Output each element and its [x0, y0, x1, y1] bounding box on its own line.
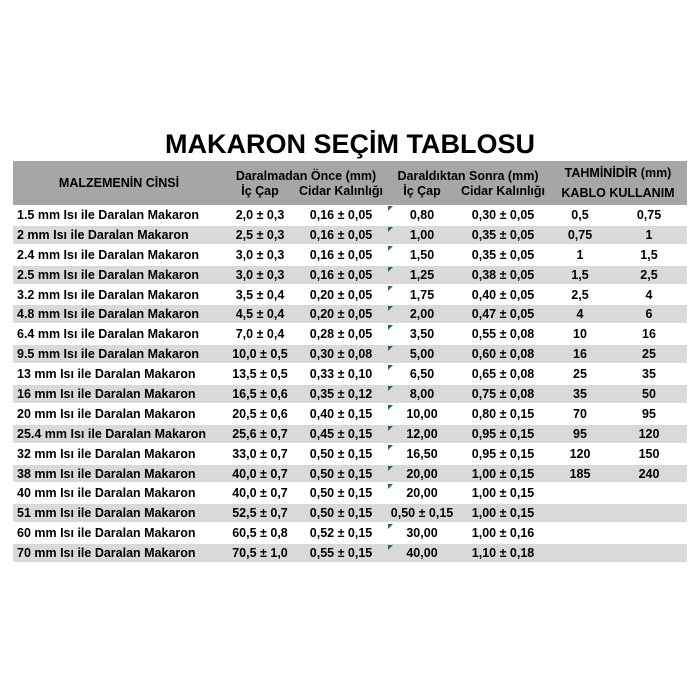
- cell-kullanim: [611, 404, 687, 424]
- wall-thickness-after-value: 0,75 ± 0,08: [471, 386, 535, 401]
- kablo-value: 0,75: [567, 227, 593, 242]
- kablo-value: 1: [576, 247, 584, 262]
- material-label: 51 mm Isı ile Daralan Makaron: [17, 506, 196, 521]
- cell-kullanim: [611, 444, 687, 464]
- inner-diameter-after-value: 2,00: [409, 307, 435, 322]
- cell-inner-diameter-before: [225, 364, 295, 384]
- cell-wall-thickness-before: [295, 425, 387, 443]
- cell-wall-thickness-after: [457, 404, 549, 424]
- material-label: 1.5 mm Isı ile Daralan Makaron: [17, 207, 200, 222]
- cell-kullanim: [611, 425, 687, 443]
- cell-inner-diameter-before: [225, 285, 295, 305]
- cell-wall-thickness-before: [295, 404, 387, 424]
- makaron-selection-table: [13, 161, 687, 563]
- cell-material: [13, 385, 225, 403]
- cell-wall-thickness-before: [295, 285, 387, 305]
- subheader-inner-diameter-before: İç Çap: [241, 184, 279, 198]
- error-indicator-icon: [388, 545, 393, 550]
- column-header-material: MALZEMENİN CİNSİ: [58, 176, 180, 190]
- cell-kullanim: [611, 345, 687, 363]
- wall-thickness-before-value: 0,30 ± 0,08: [309, 347, 373, 362]
- inner-diameter-after-value: 5,00: [409, 347, 435, 362]
- subheader-wall-thickness-before: Cidar Kalınlığı: [298, 184, 384, 198]
- cell-inner-diameter-before: [225, 465, 295, 483]
- cell-wall-thickness-before: [295, 345, 387, 363]
- cell-wall-thickness-after: [457, 444, 549, 464]
- table-row: [13, 285, 687, 305]
- table-row: [13, 265, 687, 285]
- inner-diameter-before-value: 4,5 ± 0,4: [235, 307, 285, 322]
- wall-thickness-before-value: 0,50 ± 0,15: [309, 466, 373, 481]
- error-indicator-icon: [388, 365, 393, 370]
- kablo-value: 120: [569, 446, 591, 461]
- error-indicator-icon: [388, 325, 393, 330]
- subheader-inner-diameter-after: İç Çap: [403, 184, 441, 198]
- cell-inner-diameter-after: [387, 266, 457, 284]
- inner-diameter-before-value: 40,0 ± 0,7: [232, 466, 288, 481]
- inner-diameter-after-value: 8,00: [409, 386, 435, 401]
- cell-inner-diameter-after: [387, 305, 457, 323]
- cell-inner-diameter-after: [387, 345, 457, 363]
- cell-inner-diameter-before: [225, 523, 295, 543]
- material-label: 4.8 mm Isı ile Daralan Makaron: [17, 307, 200, 322]
- kullanim-value: 0,75: [636, 207, 662, 222]
- inner-diameter-after-value: 10,00: [406, 406, 438, 421]
- cell-kullanim: [611, 226, 687, 244]
- cell-kullanim: [611, 245, 687, 265]
- cell-kullanim: [611, 465, 687, 483]
- wall-thickness-before-value: 0,50 ± 0,15: [309, 446, 373, 461]
- inner-diameter-before-value: 25,6 ± 0,7: [232, 426, 288, 441]
- cell-kablo: [549, 324, 611, 344]
- error-indicator-icon: [388, 346, 393, 351]
- cell-inner-diameter-before: [225, 544, 295, 562]
- wall-thickness-after-value: 0,35 ± 0,05: [471, 227, 535, 242]
- inner-diameter-after-value: 20,00: [406, 486, 438, 501]
- error-indicator-icon: [388, 267, 393, 272]
- inner-diameter-before-value: 60,5 ± 0,8: [232, 526, 288, 541]
- cell-material: [13, 324, 225, 344]
- cell-inner-diameter-before: [225, 425, 295, 443]
- cell-wall-thickness-after: [457, 285, 549, 305]
- wall-thickness-before-value: 0,16 ± 0,05: [309, 247, 373, 262]
- wall-thickness-after-value: 0,95 ± 0,15: [471, 426, 535, 441]
- material-label: 2.5 mm Isı ile Daralan Makaron: [17, 267, 200, 282]
- table-row: [13, 304, 687, 324]
- wall-thickness-before-value: 0,20 ± 0,05: [309, 287, 373, 302]
- kablo-value: 1,5: [571, 267, 589, 282]
- cell-kablo: [549, 205, 611, 225]
- estimate-header-line1: TAHMİNİDİR (mm): [564, 166, 672, 180]
- cell-kullanim: [611, 266, 687, 284]
- inner-diameter-before-value: 40,0 ± 0,7: [232, 486, 288, 501]
- cell-wall-thickness-after: [457, 523, 549, 543]
- inner-diameter-after-value: 20,00: [406, 466, 438, 481]
- wall-thickness-after-value: 0,47 ± 0,05: [471, 307, 535, 322]
- kablo-value: 2,5: [571, 287, 589, 302]
- kullanim-value: 2,5: [640, 267, 658, 282]
- cell-inner-diameter-before: [225, 305, 295, 323]
- cell-material: [13, 285, 225, 305]
- inner-diameter-after-value: 1,75: [409, 287, 435, 302]
- table-row: [13, 245, 687, 265]
- inner-diameter-before-value: 3,5 ± 0,4: [235, 287, 285, 302]
- kablo-value: 16: [573, 347, 587, 362]
- cell-kullanim: [611, 385, 687, 403]
- wall-thickness-before-value: 0,20 ± 0,05: [309, 307, 373, 322]
- cell-kullanim: [611, 504, 687, 522]
- wall-thickness-after-value: 1,10 ± 0,18: [471, 546, 535, 561]
- error-indicator-icon: [388, 466, 393, 471]
- error-indicator-icon: [388, 524, 393, 529]
- error-indicator-icon: [388, 306, 393, 311]
- cell-wall-thickness-before: [295, 266, 387, 284]
- material-label: 25.4 mm Isı ile Daralan Makaron: [17, 426, 206, 441]
- inner-diameter-before-value: 7,0 ± 0,4: [235, 327, 285, 342]
- estimate-header-line2: KABLO KULLANIM: [561, 186, 675, 200]
- cell-wall-thickness-before: [295, 504, 387, 522]
- cell-kablo: [549, 544, 611, 562]
- table-row: [13, 384, 687, 404]
- cell-inner-diameter-before: [225, 245, 295, 265]
- table-row: [13, 543, 687, 563]
- cell-inner-diameter-before: [225, 404, 295, 424]
- kullanim-value: 1,5: [640, 247, 658, 262]
- inner-diameter-before-value: 2,0 ± 0,3: [235, 207, 285, 222]
- kablo-value: 185: [569, 466, 591, 481]
- cell-kullanim: [611, 285, 687, 305]
- table-row: [13, 523, 687, 543]
- cell-wall-thickness-after: [457, 364, 549, 384]
- cell-material: [13, 345, 225, 363]
- cell-wall-thickness-after: [457, 504, 549, 522]
- kullanim-value: 1: [645, 227, 653, 242]
- cell-inner-diameter-before: [225, 504, 295, 522]
- wall-thickness-after-value: 1,00 ± 0,15: [471, 486, 535, 501]
- cell-kablo: [549, 385, 611, 403]
- cell-inner-diameter-before: [225, 324, 295, 344]
- cell-wall-thickness-after: [457, 266, 549, 284]
- cell-inner-diameter-after: [387, 504, 457, 522]
- material-label: 60 mm Isı ile Daralan Makaron: [17, 526, 196, 541]
- error-indicator-icon: [388, 386, 393, 391]
- material-label: 40 mm Isı ile Daralan Makaron: [17, 486, 196, 501]
- cell-kablo: [549, 245, 611, 265]
- cell-inner-diameter-before: [225, 205, 295, 225]
- inner-diameter-before-value: 52,5 ± 0,7: [232, 506, 288, 521]
- inner-diameter-after-value: 0,50 ± 0,15: [390, 506, 454, 521]
- kullanim-value: 240: [638, 466, 660, 481]
- error-indicator-icon: [388, 246, 393, 251]
- cell-kullanim: [611, 205, 687, 225]
- kullanim-value: 4: [645, 287, 653, 302]
- cell-inner-diameter-before: [225, 444, 295, 464]
- wall-thickness-after-value: 0,35 ± 0,05: [471, 247, 535, 262]
- cell-kablo: [549, 483, 611, 503]
- cell-inner-diameter-after: [387, 205, 457, 225]
- cell-kablo: [549, 226, 611, 244]
- inner-diameter-before-value: 3,0 ± 0,3: [235, 247, 285, 262]
- cell-inner-diameter-after: [387, 444, 457, 464]
- table-row: [13, 424, 687, 444]
- cell-inner-diameter-after: [387, 483, 457, 503]
- wall-thickness-after-value: 0,60 ± 0,08: [471, 347, 535, 362]
- kablo-value: 0,5: [571, 207, 589, 222]
- cell-wall-thickness-after: [457, 205, 549, 225]
- cell-kullanim: [611, 544, 687, 562]
- table-row: [13, 444, 687, 464]
- cell-wall-thickness-after: [457, 483, 549, 503]
- wall-thickness-before-value: 0,40 ± 0,15: [309, 406, 373, 421]
- inner-diameter-after-value: 0,80: [409, 207, 435, 222]
- inner-diameter-before-value: 13,5 ± 0,5: [232, 367, 288, 382]
- wall-thickness-after-value: 1,00 ± 0,15: [471, 466, 535, 481]
- kablo-value: 70: [573, 406, 587, 421]
- error-indicator-icon: [388, 426, 393, 431]
- cell-inner-diameter-after: [387, 465, 457, 483]
- kullanim-value: 6: [645, 307, 653, 322]
- error-indicator-icon: [388, 286, 393, 291]
- cell-wall-thickness-after: [457, 245, 549, 265]
- kullanim-value: 50: [642, 386, 656, 401]
- cell-kablo: [549, 425, 611, 443]
- cell-inner-diameter-before: [225, 226, 295, 244]
- cell-material: [13, 544, 225, 562]
- wall-thickness-before-value: 0,50 ± 0,15: [309, 506, 373, 521]
- wall-thickness-after-value: 0,95 ± 0,15: [471, 446, 535, 461]
- kullanim-value: 16: [642, 327, 656, 342]
- table-row: [13, 324, 687, 344]
- material-label: 16 mm Isı ile Daralan Makaron: [17, 386, 196, 401]
- column-group-after-shrink: Daraldıktan Sonra (mm): [397, 169, 539, 183]
- cell-kablo: [549, 504, 611, 522]
- inner-diameter-before-value: 16,5 ± 0,6: [232, 386, 288, 401]
- wall-thickness-after-value: 0,65 ± 0,08: [471, 367, 535, 382]
- inner-diameter-after-value: 3,50: [409, 327, 435, 342]
- cell-material: [13, 305, 225, 323]
- material-label: 32 mm Isı ile Daralan Makaron: [17, 446, 196, 461]
- cell-kullanim: [611, 324, 687, 344]
- cell-material: [13, 245, 225, 265]
- error-indicator-icon: [388, 445, 393, 450]
- cell-material: [13, 205, 225, 225]
- kullanim-value: 120: [638, 426, 660, 441]
- table-header: [13, 161, 687, 205]
- cell-material: [13, 444, 225, 464]
- cell-material: [13, 226, 225, 244]
- material-label: 20 mm Isı ile Daralan Makaron: [17, 406, 196, 421]
- table-row: [13, 464, 687, 484]
- cell-kablo: [549, 465, 611, 483]
- cell-kablo: [549, 444, 611, 464]
- cell-inner-diameter-after: [387, 404, 457, 424]
- table-row: [13, 225, 687, 245]
- cell-wall-thickness-before: [295, 483, 387, 503]
- cell-kablo: [549, 285, 611, 305]
- cell-inner-diameter-after: [387, 324, 457, 344]
- page-title: MAKARON SEÇİM TABLOSU: [165, 129, 535, 159]
- cell-inner-diameter-before: [225, 483, 295, 503]
- inner-diameter-after-value: 1,00: [409, 227, 435, 242]
- table-row: [13, 503, 687, 523]
- cell-wall-thickness-before: [295, 385, 387, 403]
- inner-diameter-before-value: 2,5 ± 0,3: [235, 227, 285, 242]
- wall-thickness-after-value: 0,40 ± 0,05: [471, 287, 535, 302]
- wall-thickness-after-value: 0,30 ± 0,05: [471, 207, 535, 222]
- cell-wall-thickness-after: [457, 324, 549, 344]
- inner-diameter-after-value: 6,50: [409, 367, 435, 382]
- inner-diameter-before-value: 33,0 ± 0,7: [232, 446, 288, 461]
- cell-wall-thickness-before: [295, 444, 387, 464]
- wall-thickness-after-value: 0,55 ± 0,08: [471, 327, 535, 342]
- material-label: 70 mm Isı ile Daralan Makaron: [17, 546, 196, 561]
- cell-wall-thickness-before: [295, 305, 387, 323]
- cell-kablo: [549, 364, 611, 384]
- wall-thickness-before-value: 0,35 ± 0,12: [309, 386, 373, 401]
- cell-inner-diameter-after: [387, 245, 457, 265]
- wall-thickness-before-value: 0,16 ± 0,05: [309, 267, 373, 282]
- inner-diameter-after-value: 30,00: [406, 526, 438, 541]
- wall-thickness-before-value: 0,45 ± 0,15: [309, 426, 373, 441]
- wall-thickness-before-value: 0,28 ± 0,05: [309, 327, 373, 342]
- inner-diameter-after-value: 1,50: [409, 247, 435, 262]
- cell-material: [13, 523, 225, 543]
- cell-inner-diameter-after: [387, 544, 457, 562]
- cell-wall-thickness-before: [295, 364, 387, 384]
- wall-thickness-after-value: 0,38 ± 0,05: [471, 267, 535, 282]
- wall-thickness-after-value: 0,80 ± 0,15: [471, 406, 535, 421]
- cell-wall-thickness-before: [295, 544, 387, 562]
- kullanim-value: 35: [642, 367, 656, 382]
- inner-diameter-before-value: 70,5 ± 1,0: [232, 546, 288, 561]
- cell-inner-diameter-before: [225, 266, 295, 284]
- cell-wall-thickness-before: [295, 465, 387, 483]
- wall-thickness-after-value: 1,00 ± 0,15: [471, 506, 535, 521]
- cell-wall-thickness-after: [457, 385, 549, 403]
- cell-kablo: [549, 523, 611, 543]
- cell-inner-diameter-after: [387, 226, 457, 244]
- cell-wall-thickness-after: [457, 226, 549, 244]
- table-row: [13, 205, 687, 225]
- cell-kullanim: [611, 523, 687, 543]
- cell-inner-diameter-after: [387, 425, 457, 443]
- column-group-estimate: [549, 163, 687, 203]
- cell-wall-thickness-after: [457, 544, 549, 562]
- cell-material: [13, 404, 225, 424]
- cell-kablo: [549, 305, 611, 323]
- inner-diameter-after-value: 16,50: [406, 446, 438, 461]
- cell-wall-thickness-before: [295, 523, 387, 543]
- wall-thickness-before-value: 0,50 ± 0,15: [309, 486, 373, 501]
- inner-diameter-after-value: 40,00: [406, 546, 438, 561]
- cell-wall-thickness-before: [295, 324, 387, 344]
- cell-wall-thickness-before: [295, 245, 387, 265]
- material-label: 13 mm Isı ile Daralan Makaron: [17, 367, 196, 382]
- cell-kablo: [549, 266, 611, 284]
- error-indicator-icon: [388, 484, 393, 489]
- cell-kablo: [549, 345, 611, 363]
- material-label: 2.4 mm Isı ile Daralan Makaron: [17, 247, 200, 262]
- cell-kullanim: [611, 364, 687, 384]
- wall-thickness-before-value: 0,55 ± 0,15: [309, 546, 373, 561]
- cell-inner-diameter-before: [225, 345, 295, 363]
- cell-kullanim: [611, 305, 687, 323]
- material-label: 2 mm Isı ile Daralan Makaron: [17, 227, 189, 242]
- inner-diameter-before-value: 10,0 ± 0,5: [232, 347, 288, 362]
- table-row: [13, 404, 687, 424]
- inner-diameter-after-value: 12,00: [406, 426, 438, 441]
- cell-kablo: [549, 404, 611, 424]
- cell-material: [13, 483, 225, 503]
- cell-material: [13, 364, 225, 384]
- wall-thickness-before-value: 0,52 ± 0,15: [309, 526, 373, 541]
- table-row: [13, 344, 687, 364]
- cell-wall-thickness-before: [295, 205, 387, 225]
- cell-inner-diameter-after: [387, 285, 457, 305]
- kullanim-value: 25: [642, 347, 656, 362]
- cell-wall-thickness-after: [457, 345, 549, 363]
- material-label: 6.4 mm Isı ile Daralan Makaron: [17, 327, 200, 342]
- cell-inner-diameter-after: [387, 364, 457, 384]
- kablo-value: 10: [573, 327, 587, 342]
- cell-inner-diameter-after: [387, 385, 457, 403]
- cell-inner-diameter-after: [387, 523, 457, 543]
- wall-thickness-after-value: 1,00 ± 0,16: [471, 526, 535, 541]
- error-indicator-icon: [388, 405, 393, 410]
- inner-diameter-before-value: 3,0 ± 0,3: [235, 267, 285, 282]
- kullanim-value: 150: [638, 446, 660, 461]
- wall-thickness-before-value: 0,16 ± 0,05: [309, 207, 373, 222]
- error-indicator-icon: [388, 206, 393, 211]
- table-row: [13, 483, 687, 503]
- material-label: 9.5 mm Isı ile Daralan Makaron: [17, 347, 200, 362]
- cell-material: [13, 425, 225, 443]
- cell-material: [13, 266, 225, 284]
- cell-material: [13, 465, 225, 483]
- column-group-before-shrink: Daralmadan Önce (mm): [235, 169, 377, 183]
- wall-thickness-before-value: 0,33 ± 0,10: [309, 367, 373, 382]
- kablo-value: 25: [573, 367, 587, 382]
- cell-wall-thickness-after: [457, 425, 549, 443]
- cell-kullanim: [611, 483, 687, 503]
- inner-diameter-before-value: 20,5 ± 0,6: [232, 406, 288, 421]
- cell-material: [13, 504, 225, 522]
- kullanim-value: 95: [642, 406, 656, 421]
- material-label: 38 mm Isı ile Daralan Makaron: [17, 466, 196, 481]
- subheader-wall-thickness-after: Cidar Kalınlığı: [460, 184, 546, 198]
- kablo-value: 35: [573, 386, 587, 401]
- cell-wall-thickness-after: [457, 305, 549, 323]
- table-body: [13, 205, 687, 563]
- kablo-value: 95: [573, 426, 587, 441]
- kablo-value: 4: [576, 307, 584, 322]
- inner-diameter-after-value: 1,25: [409, 267, 435, 282]
- cell-wall-thickness-after: [457, 465, 549, 483]
- error-indicator-icon: [388, 227, 393, 232]
- material-label: 3.2 mm Isı ile Daralan Makaron: [17, 287, 200, 302]
- wall-thickness-before-value: 0,16 ± 0,05: [309, 227, 373, 242]
- table-row: [13, 364, 687, 384]
- cell-wall-thickness-before: [295, 226, 387, 244]
- cell-inner-diameter-before: [225, 385, 295, 403]
